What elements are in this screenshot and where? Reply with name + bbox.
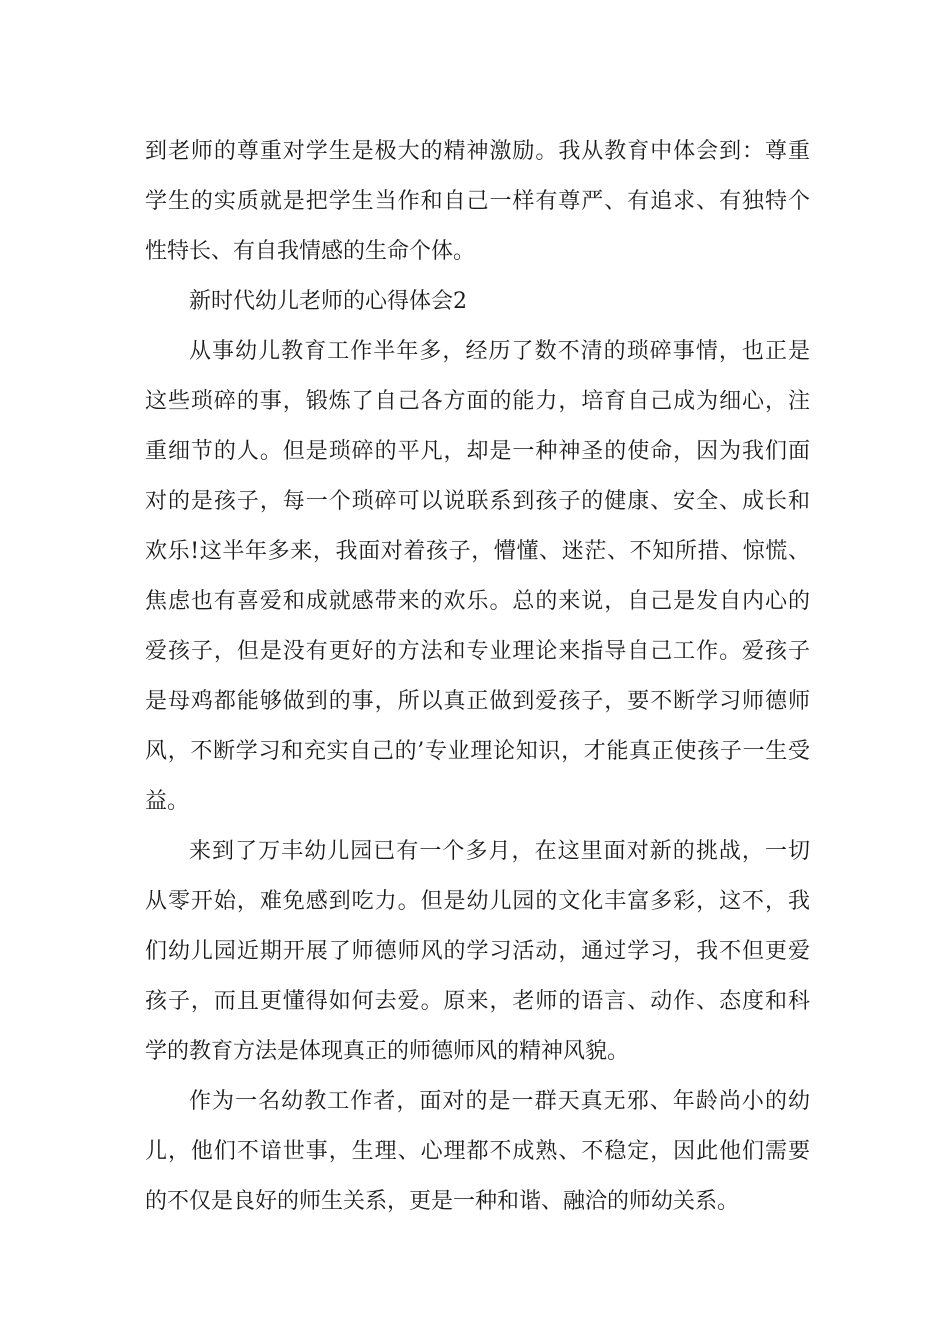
paragraph-3-line-4: 孩子，而且更懂得如何去爱。原来，老师的语言、动作、态度和科 [145,989,810,1014]
paragraph-4-line-3: 的不仅是良好的师生关系，更是一种和谐、融洽的师幼关系。 [145,1189,740,1214]
paragraph-2-line-5: 欢乐!这半年多来，我面对着孩子，懵懂、迷茫、不知所措、惊慌、 [145,539,810,564]
paragraph-2-line-8: 是母鸡都能够做到的事，所以真正做到爱孩子，要不断学习师德师 [145,689,810,714]
paragraph-4-line-2: 儿，他们不谙世事，生理、心理都不成熟、不稳定，因此他们需要 [145,1139,810,1164]
paragraph-2-line-1: 从事幼儿教育工作半年多，经历了数不清的琐碎事情，也正是 [189,339,810,364]
paragraph-1-line-1: 到老师的尊重对学生是极大的精神激励。我从教育中体会到：尊重 [145,139,810,164]
paragraph-1-line-2: 学生的实质就是把学生当作和自己一样有尊严、有追求、有独特个 [145,189,810,214]
paragraph-2-line-9: 风，不断学习和充实自己的’专业理论知识，才能真正使孩子一生受 [145,739,810,764]
paragraph-2-line-7: 爱孩子，但是没有更好的方法和专业理论来指导自己工作。爱孩子 [145,639,810,664]
paragraph-2-line-2: 这些琐碎的事，锻炼了自己各方面的能力，培育自己成为细心，注 [145,389,810,414]
paragraph-3-line-1: 来到了万丰幼儿园已有一个多月，在这里面对新的挑战，一切 [189,839,810,864]
paragraph-2-line-6: 焦虑也有喜爱和成就感带来的欢乐。总的来说，自己是发自内心的 [145,589,810,614]
paragraph-3-line-2: 从零开始，难免感到吃力。但是幼儿园的文化丰富多彩，这不，我 [145,889,810,914]
paragraph-1-line-3: 性特长、有自我情感的生命个体。 [145,239,476,264]
paragraph-2-line-4: 对的是孩子，每一个琐碎可以说联系到孩子的健康、安全、成长和 [145,489,810,514]
paragraph-2-line-3: 重细节的人。但是琐碎的平凡，却是一种神圣的使命，因为我们面 [145,439,810,464]
paragraph-4-line-1: 作为一名幼教工作者，面对的是一群天真无邪、年龄尚小的幼 [189,1089,810,1114]
section-heading: 新时代幼儿老师的心得体会2 [189,289,467,314]
paragraph-2-line-10: 益。 [145,789,190,814]
paragraph-3-line-3: 们幼儿园近期开展了师德师风的学习活动，通过学习，我不但更爱 [145,939,810,964]
paragraph-3-line-5: 学的教育方法是体现真正的师德师风的精神风貌。 [145,1039,630,1064]
